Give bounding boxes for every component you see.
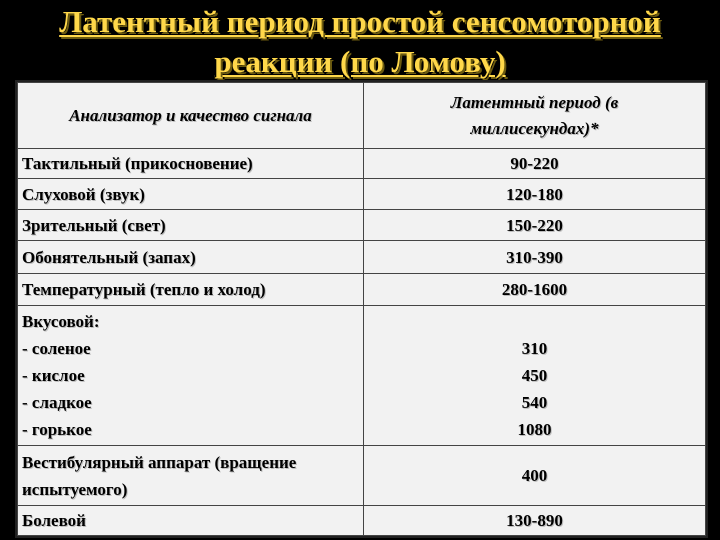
latency-value: 310-390 [506, 247, 563, 267]
slide-title-line-2: реакции (по Ломову) [214, 44, 506, 79]
header-analyzer [18, 83, 364, 149]
table-header-row [18, 83, 706, 149]
table-body [18, 149, 706, 536]
analyzer-text: испытуемого) [22, 479, 128, 499]
analyzer-text: Температурный (тепло и холод) [22, 280, 266, 299]
cell-latency [364, 506, 706, 536]
latency-value: 130-890 [506, 511, 563, 530]
analyzer-text: Зрительный (свет) [22, 215, 166, 235]
header-latency [364, 83, 706, 149]
table-row [18, 210, 706, 241]
analyzer-text: - горькое [22, 420, 92, 439]
latency-table-container [15, 80, 708, 538]
latency-value: 450 [521, 366, 548, 385]
latency-value: 1080 [517, 420, 552, 439]
latency-value: 280-1600 [501, 280, 568, 299]
analyzer-text: - соленое [22, 339, 91, 358]
latency-value: 150-220 [506, 215, 563, 235]
cell-latency [364, 241, 706, 274]
latency-value: 120-180 [506, 184, 563, 204]
cell-analyzer [18, 306, 364, 446]
cell-analyzer [18, 210, 364, 241]
cell-analyzer [18, 274, 364, 306]
table-row [18, 241, 706, 274]
cell-latency [364, 179, 706, 210]
cell-analyzer [18, 241, 364, 274]
slide-title [0, 2, 720, 82]
cell-latency [364, 446, 706, 506]
cell-latency [364, 210, 706, 241]
cell-analyzer [18, 446, 364, 506]
cell-analyzer [18, 179, 364, 210]
analyzer-text: Вкусовой: [22, 312, 100, 331]
latency-value: 540 [521, 393, 548, 412]
cell-latency [364, 274, 706, 306]
header-latency-line-1: Латентный период (в [450, 92, 619, 112]
latency-table [17, 82, 706, 536]
analyzer-text: Вестибулярный аппарат (вращение [22, 452, 297, 472]
table-row [18, 306, 706, 446]
table-row [18, 179, 706, 210]
table-row [18, 149, 706, 179]
analyzer-text: - кислое [22, 366, 85, 385]
table-row [18, 446, 706, 506]
table-row [18, 274, 706, 306]
header-latency-line-2: миллисекундах)* [470, 118, 599, 138]
latency-value: 90-220 [510, 154, 559, 173]
analyzer-text: Болевой [22, 511, 86, 530]
cell-latency [364, 149, 706, 179]
cell-latency [364, 306, 706, 446]
analyzer-text: Слуховой (звук) [22, 184, 145, 204]
latency-value: 310 [521, 339, 548, 358]
table-row [18, 506, 706, 536]
cell-analyzer [18, 506, 364, 536]
slide-title-line-1: Латентный период простой сенсомоторной [59, 4, 661, 39]
cell-analyzer [18, 149, 364, 179]
analyzer-text: Обонятельный (запах) [22, 247, 196, 267]
latency-value: 400 [521, 466, 548, 485]
analyzer-text: - сладкое [22, 393, 92, 412]
latency-value [368, 308, 701, 335]
analyzer-text: Тактильный (прикосновение) [22, 154, 253, 173]
header-analyzer-label: Анализатор и качество сигнала [69, 105, 312, 125]
